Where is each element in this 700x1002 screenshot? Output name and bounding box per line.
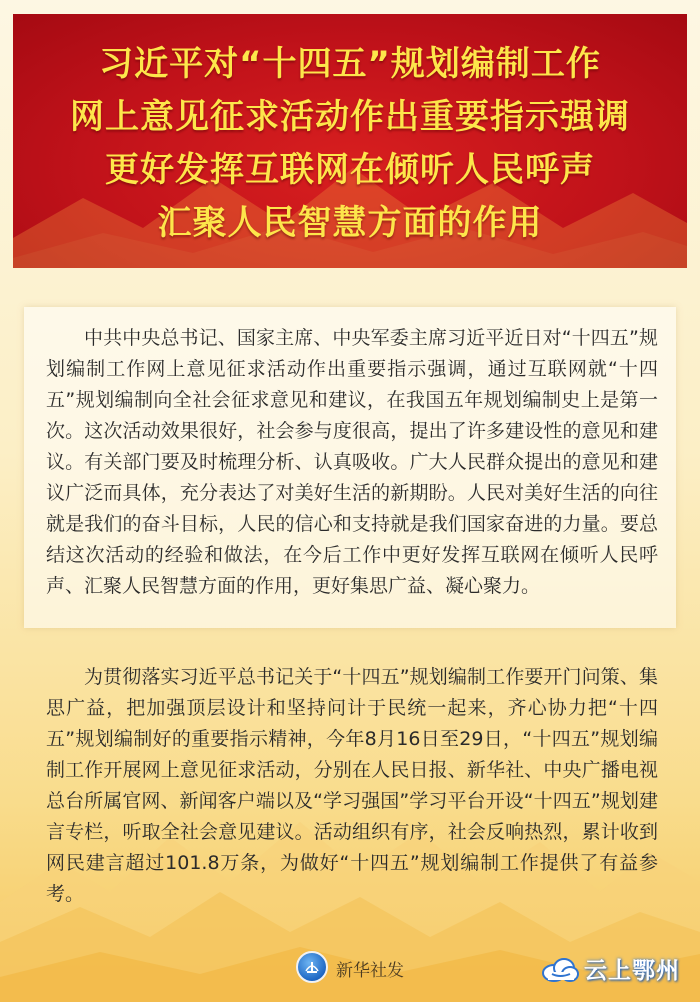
cloud-icon: [540, 954, 580, 984]
paragraph-2: 为贯彻落实习近平总书记关于“十四五”规划编制工作要开门问策、集思广益，把加强顶层设计和坚持问计于民统一起来，齐心协力把“十四五”规划编制好的重要指示精神，今年8月16日至29日，“十四五”规划编制工作开展网上意见征求活动，分别在人民日报、新华社、中央广播电视总台所属官网、新闻客户端以及“学习强国”学习平台开设“十四五”规划建言专栏，听取全社会意见建议。活动组织有序，社会反响热烈，累计收到网民建言超过101.8万条，为做好“十四五”规划编制工作提供了有益参考。: [46, 666, 658, 905]
paragraph-1: 中共中央总书记、国家主席、中央军委主席习近平近日对“十四五”规划编制工作网上意见征求活动作出重要指示强调，通过互联网就“十四五”规划编制向全社会征求意见和建议，在我国五年规划编制史上是第一次。这次活动效果很好，社会参与度很高，提出了许多建设性的意见和建议。有关部门要及时梳理分析、认真吸收。广大人民群众提出的意见和建议广泛而具体，充分表达了对美好生活的新期盼。人民对美好生活的向往就是我们的奋斗目标，人民的信心和支持就是我们国家奋进的力量。要总结这次活动的经验和做法，在今后工作中更好发挥互联网在倾听人民呼声、汇聚人民智慧方面的作用，更好集思广益、凝心聚力。: [46, 327, 658, 597]
title-banner: [13, 14, 687, 268]
banner-title: [13, 38, 687, 250]
highlight-box: [24, 307, 676, 628]
source-credit: 新华社发: [336, 961, 404, 981]
xinhua-globe-icon: [296, 951, 328, 983]
title-line-2: 网上意见征求活动作出重要指示强调: [70, 97, 630, 137]
title-line-3: 更好发挥互联网在倾听人民呼声: [105, 150, 595, 190]
brand-name: 云上鄂州: [584, 958, 680, 984]
brand-watermark: [540, 952, 680, 985]
title-line-1: 习近平对“十四五”规划编制工作: [99, 44, 601, 84]
title-line-4: 汇聚人民智慧方面的作用: [157, 203, 543, 243]
